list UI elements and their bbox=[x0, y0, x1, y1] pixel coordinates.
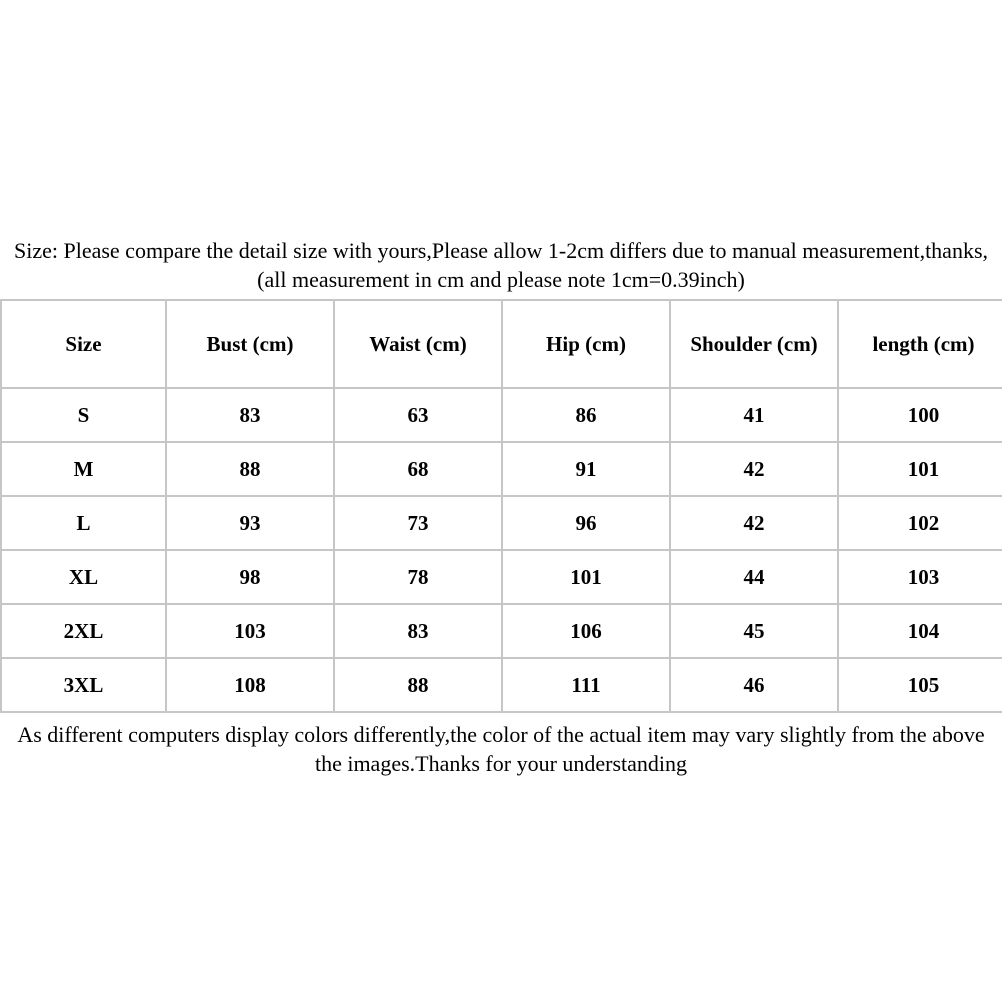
column-header-size: Size bbox=[1, 300, 166, 388]
table-header-row bbox=[1, 300, 1002, 388]
measurement-value: 42 bbox=[670, 442, 838, 496]
size-chart-table bbox=[0, 299, 1002, 713]
measurement-value: 45 bbox=[670, 604, 838, 658]
table-body bbox=[1, 388, 1002, 712]
measurement-value: 41 bbox=[670, 388, 838, 442]
column-header-length-cm: length (cm) bbox=[838, 300, 1002, 388]
size-label: M bbox=[1, 442, 166, 496]
measurement-value: 91 bbox=[502, 442, 670, 496]
measurement-value: 103 bbox=[166, 604, 334, 658]
measurement-value: 100 bbox=[838, 388, 1002, 442]
measurement-value: 83 bbox=[166, 388, 334, 442]
measurement-value: 102 bbox=[838, 496, 1002, 550]
table-row-m bbox=[1, 442, 1002, 496]
size-label: S bbox=[1, 388, 166, 442]
column-header-hip-cm: Hip (cm) bbox=[502, 300, 670, 388]
color-disclaimer-note: As different computers display colors differently,the color of the actual item may vary slightly from the above the images.Thanks for your understanding bbox=[17, 722, 985, 776]
measurement-value: 101 bbox=[502, 550, 670, 604]
measurement-value: 78 bbox=[334, 550, 502, 604]
table-row-xl bbox=[1, 550, 1002, 604]
measurement-value: 63 bbox=[334, 388, 502, 442]
measurement-value: 88 bbox=[166, 442, 334, 496]
column-header-shoulder-cm: Shoulder (cm) bbox=[670, 300, 838, 388]
measurement-value: 86 bbox=[502, 388, 670, 442]
measurement-value: 108 bbox=[166, 658, 334, 712]
measurement-value: 96 bbox=[502, 496, 670, 550]
measurement-value: 46 bbox=[670, 658, 838, 712]
table-row-l bbox=[1, 496, 1002, 550]
size-measurement-note: Size: Please compare the detail size with yours,Please allow 1-2cm differs due to manual measurement,thanks,(all measurement in cm and please note 1cm=0.39inch) bbox=[13, 238, 989, 292]
size-label: L bbox=[1, 496, 166, 550]
measurement-value: 42 bbox=[670, 496, 838, 550]
column-header-waist-cm: Waist (cm) bbox=[334, 300, 502, 388]
size-label: XL bbox=[1, 550, 166, 604]
size-label: 3XL bbox=[1, 658, 166, 712]
measurement-value: 44 bbox=[670, 550, 838, 604]
measurement-value: 93 bbox=[166, 496, 334, 550]
measurement-value: 68 bbox=[334, 442, 502, 496]
measurement-value: 98 bbox=[166, 550, 334, 604]
table-row-2xl bbox=[1, 604, 1002, 658]
measurement-value: 83 bbox=[334, 604, 502, 658]
size-label: 2XL bbox=[1, 604, 166, 658]
measurement-value: 111 bbox=[502, 658, 670, 712]
column-header-bust-cm: Bust (cm) bbox=[166, 300, 334, 388]
measurement-value: 106 bbox=[502, 604, 670, 658]
measurement-value: 103 bbox=[838, 550, 1002, 604]
measurement-value: 104 bbox=[838, 604, 1002, 658]
measurement-value: 88 bbox=[334, 658, 502, 712]
table-row-3xl bbox=[1, 658, 1002, 712]
measurement-value: 73 bbox=[334, 496, 502, 550]
measurement-value: 101 bbox=[838, 442, 1002, 496]
measurement-value: 105 bbox=[838, 658, 1002, 712]
table-row-s bbox=[1, 388, 1002, 442]
